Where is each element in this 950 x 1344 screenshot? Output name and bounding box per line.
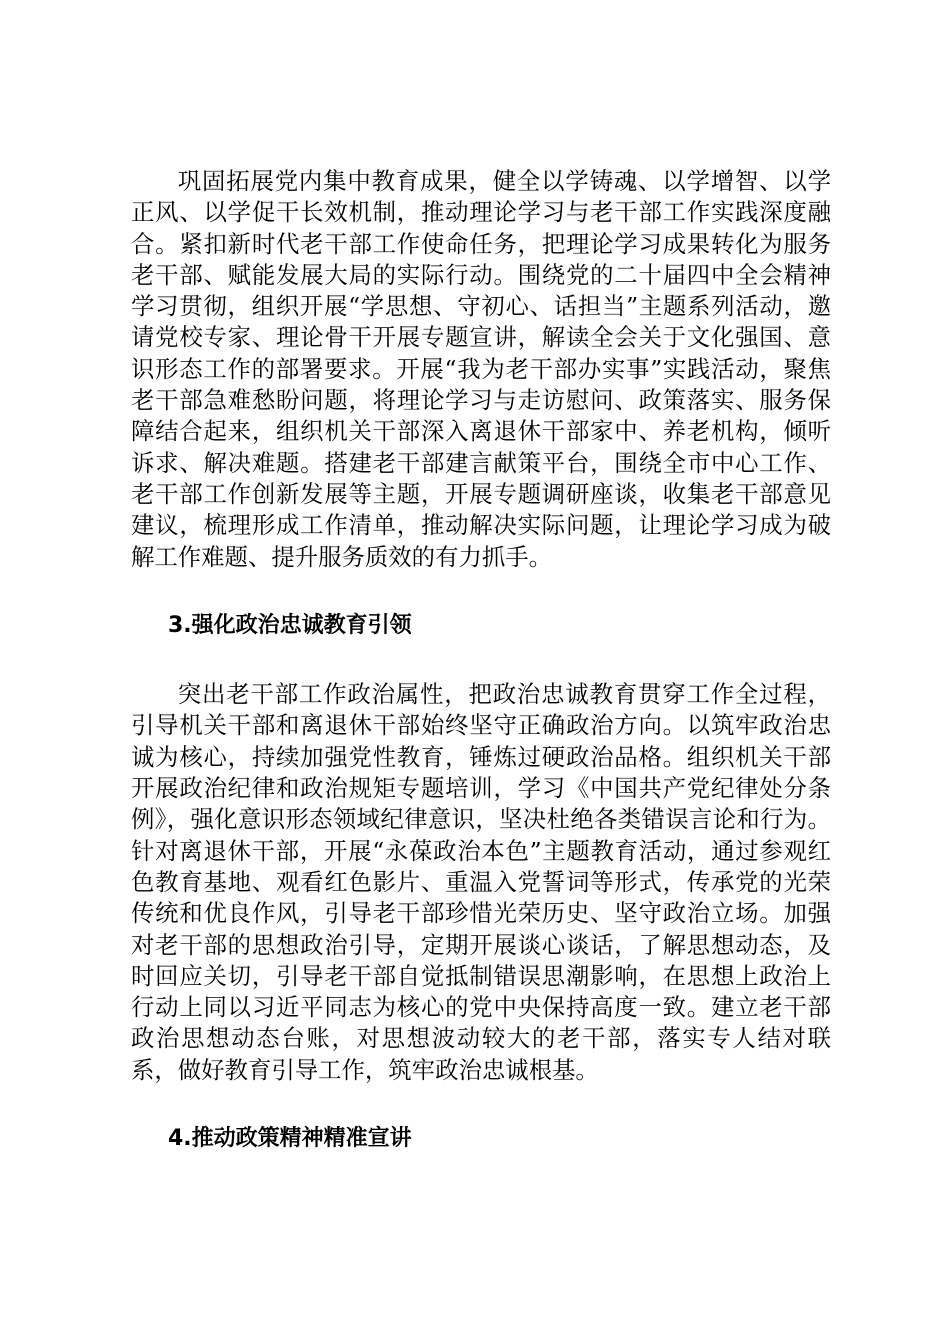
body-paragraph: 突出老干部工作政治属性，把政治忠诚教育贯穿工作全过程，引导机关干部和离退休干部始终坚守正确政治方向。以筑牢政治忠诚为核心，持续加强党性教育，锤炼过硬政治品格。组织机关干部开展政治纪律和政治规矩专题培训，学习《中国共产党纪律处分条例》，强化意识形态领域纪律意识，坚决杜绝各类错误言论和行为。针对离退休干部，开展“永葆政治本色”主题教育活动，通过参观红色教育基地、观看红色影片、重温入党誓词等形式，传承党的光荣传统和优良作风，引导老干部珍惜光荣历史、坚守政治立场。加强对老干部的思想政治引导，定期开展谈心谈话，了解思想动态，及时回应关切，引导老干部自觉抵制错误思潮影响，在思想上政治上行动上同以习近平同志为核心的党中央保持高度一致。建立老干部政治思想动态台账，对思想波动较大的老干部，落实专人结对联系，做好教育引导工作，筑牢政治忠诚根基。 [131,680,831,1084]
section-heading: 4.推动政策精神精准宣讲 [168,1126,412,1152]
section-heading: 3.强化政治忠诚教育引领 [168,612,412,638]
document-body [131,166,831,1154]
body-paragraph: 巩固拓展党内集中教育成果，健全以学铸魂、以学增智、以学正风、以学促干长效机制，推动理论学习与老干部工作实践深度融合。紧扣新时代老干部工作使命任务，把理论学习成果转化为服务老干部、赋能发展大局的实际行动。围绕党的二十届四中全会精神学习贯彻，组织开展“学思想、守初心、话担当”主题系列活动，邀请党校专家、理论骨干开展专题宣讲，解读全会关于文化强国、意识形态工作的部署要求。开展“我为老干部办实事”实践活动，聚焦老干部急难愁盼问题，将理论学习与走访慰问、政策落实、服务保障结合起来，组织机关干部深入离退休干部家中、养老机构，倾听诉求、解决难题。搭建老干部建言献策平台，围绕全市中心工作、老干部工作创新发展等主题，开展专题调研座谈，收集老干部意见建议，梳理形成工作清单，推动解决实际问题，让理论学习成为破解工作难题、提升服务质效的有力抓手。 [131,167,831,571]
